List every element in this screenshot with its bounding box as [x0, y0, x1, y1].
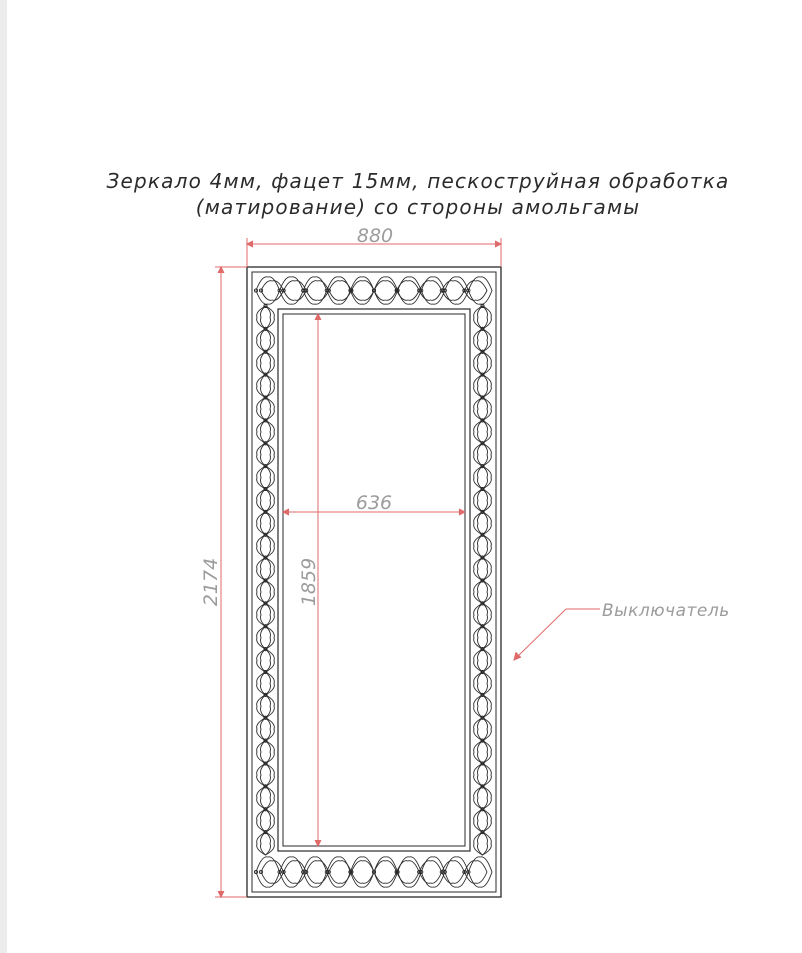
lattice-link	[464, 281, 487, 301]
lattice-link	[478, 741, 488, 764]
lattice-link	[474, 603, 492, 626]
lattice-link	[261, 329, 271, 352]
lattice-link	[257, 695, 275, 718]
lattice-link	[478, 420, 488, 443]
lattice-link	[257, 535, 275, 558]
lattice-link	[478, 626, 488, 649]
lattice-link	[257, 398, 275, 421]
lattice-link	[257, 603, 275, 626]
lattice-link	[474, 466, 492, 489]
lattice-link	[257, 306, 275, 329]
lattice-link	[261, 649, 271, 672]
lattice-link	[474, 489, 492, 512]
lattice-link	[257, 512, 275, 535]
lattice-link	[261, 558, 271, 581]
lattice-link	[257, 489, 275, 512]
lattice-link	[257, 786, 275, 809]
lattice-link	[478, 512, 488, 535]
lattice-link	[261, 832, 271, 855]
lattice-link	[474, 741, 492, 764]
lattice-link	[261, 352, 271, 375]
dimension-inner-height-label: 1859	[298, 557, 320, 607]
lattice-link	[261, 695, 271, 718]
lattice-link	[397, 861, 420, 884]
lattice-link	[261, 626, 271, 649]
lattice-link	[257, 832, 275, 855]
lattice-link	[478, 649, 488, 672]
lattice-link	[474, 420, 492, 443]
mirror-frame	[247, 267, 501, 897]
lattice-link	[261, 764, 271, 787]
lattice-link	[464, 861, 487, 884]
lattice-link	[478, 558, 488, 581]
lattice-link	[257, 764, 275, 787]
lattice-link	[478, 535, 488, 558]
lattice-link	[329, 281, 352, 301]
lattice-link	[374, 857, 398, 887]
switch-callout-leader	[514, 609, 600, 660]
lattice-link	[478, 672, 488, 695]
dimension-outer-height-label: 2174	[200, 557, 222, 607]
lattice-link	[474, 809, 492, 832]
switch-callout-label: Выключатель	[602, 601, 730, 621]
lattice-link	[257, 466, 275, 489]
lattice-link	[478, 306, 488, 329]
lattice-link	[478, 443, 488, 466]
lattice-link	[474, 558, 492, 581]
lattice-link	[397, 281, 420, 301]
lattice-link	[478, 832, 488, 855]
dimension-outer-width-label: 880	[356, 225, 394, 247]
lattice-link	[474, 649, 492, 672]
lattice-link	[261, 420, 271, 443]
lattice-link	[261, 809, 271, 832]
lattice-link	[257, 558, 275, 581]
lattice-link	[261, 581, 271, 604]
lattice-link	[261, 466, 271, 489]
lattice-link	[257, 581, 275, 604]
lattice-link	[261, 741, 271, 764]
lattice-link	[478, 718, 488, 741]
lattice-link	[474, 512, 492, 535]
dimension-inner-width-label: 636	[355, 492, 393, 514]
lattice-link	[257, 352, 275, 375]
lattice-link	[478, 466, 488, 489]
lattice-link	[261, 535, 271, 558]
lattice-link	[478, 581, 488, 604]
lattice-link	[474, 832, 492, 855]
lattice-link	[257, 809, 275, 832]
lattice-link	[478, 329, 488, 352]
lattice-link	[261, 489, 271, 512]
lattice-link	[478, 695, 488, 718]
lattice-link	[257, 420, 275, 443]
lattice-link	[350, 857, 374, 887]
lattice-link	[329, 861, 352, 884]
lattice-link	[257, 626, 275, 649]
lattice-link	[474, 764, 492, 787]
lattice-link	[474, 786, 492, 809]
lattice-link	[478, 809, 488, 832]
lattice-link	[257, 375, 275, 398]
lattice-link	[421, 857, 445, 887]
title-line-1: Зеркало 4мм, фацет 15мм, пескоструйная обработка	[106, 169, 730, 193]
lattice-link	[261, 306, 271, 329]
lattice-link	[257, 649, 275, 672]
lattice-link	[474, 306, 492, 329]
sandblast-lattice-pattern	[254, 277, 492, 887]
lattice-link	[261, 281, 284, 301]
lattice-link	[478, 603, 488, 626]
lattice-link	[257, 443, 275, 466]
lattice-link	[261, 786, 271, 809]
lattice-link	[261, 861, 284, 884]
lattice-link	[261, 603, 271, 626]
lattice-link	[478, 375, 488, 398]
lattice-link	[474, 626, 492, 649]
lattice-link	[261, 443, 271, 466]
lattice-link	[474, 695, 492, 718]
lattice-link	[478, 489, 488, 512]
lattice-link	[257, 741, 275, 764]
lattice-link	[474, 718, 492, 741]
lattice-link	[474, 672, 492, 695]
lattice-link	[261, 512, 271, 535]
lattice-link	[474, 352, 492, 375]
lattice-link	[303, 857, 327, 887]
lattice-link	[474, 581, 492, 604]
lattice-link	[257, 718, 275, 741]
lattice-link	[261, 398, 271, 421]
lattice-link	[261, 375, 271, 398]
lattice-link	[478, 398, 488, 421]
lattice-link	[257, 329, 275, 352]
title-line-2: (матирование) со стороны амольгамы	[195, 195, 641, 219]
lattice-link	[474, 535, 492, 558]
lattice-link	[478, 352, 488, 375]
lattice-link	[478, 764, 488, 787]
lattice-link	[474, 398, 492, 421]
lattice-link	[474, 375, 492, 398]
lattice-link	[261, 718, 271, 741]
facet-edge	[252, 272, 496, 892]
lattice-link	[478, 786, 488, 809]
lattice-link	[474, 443, 492, 466]
outer-edge	[247, 267, 501, 897]
lattice-link	[474, 329, 492, 352]
lattice-link	[257, 672, 275, 695]
lattice-link	[261, 672, 271, 695]
